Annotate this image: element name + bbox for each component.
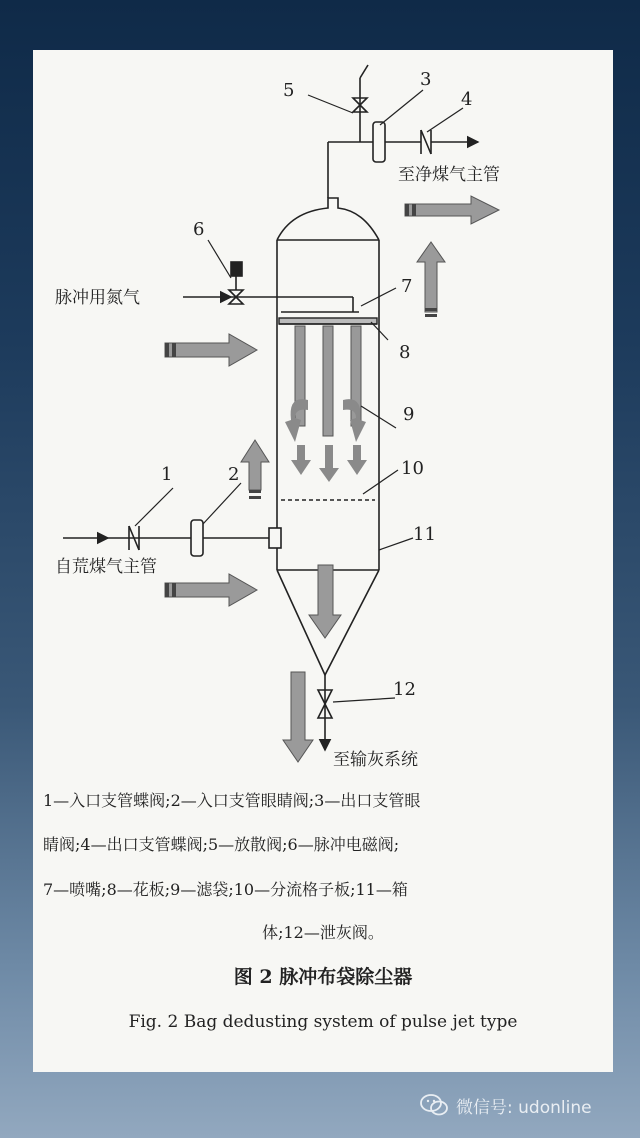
figure-title-en: Fig. 2 Bag dedusting system of pulse jet type [128,1012,518,1032]
flow-arrows [165,196,499,762]
legend-line-1: 1—入口支管蝶阀;2—入口支管眼睛阀;3—出口支管眼 [43,791,421,810]
arrow-in-lower [165,574,257,606]
wechat-watermark [420,1090,592,1120]
outlet-goggle-valve [373,122,385,162]
callout-8: 8 [399,342,411,363]
arrow-up-left [241,440,269,490]
label-nitrogen: 脉冲用氮气 [55,288,140,308]
arrow-in-upper [165,334,257,366]
callout-9: 9 [403,404,415,425]
arrow-outlet [405,196,499,224]
label-ash: 至输灰系统 [333,750,418,770]
callout-3: 3 [420,69,432,90]
callout-6: 6 [193,219,205,240]
callout-1: 1 [161,464,173,485]
bag-dedusting-diagram [33,50,613,790]
callout-4: 4 [461,89,473,110]
label-outlet: 至净煤气主管 [398,165,500,185]
callout-2: 2 [228,464,240,485]
arrow-down-left [283,672,313,762]
vessel-top [277,198,379,240]
wechat-icon [420,1093,448,1117]
callout-11: 11 [413,524,436,545]
label-inlet: 自荒煤气主管 [55,557,157,577]
figure-card [33,50,613,1072]
arrow-up-right [417,242,445,312]
legend-line-3a: 7—喷嘴;8—花板;9—滤袋;10—分流格子板;11—箱 [43,880,408,899]
inlet-nozzle [269,528,281,548]
callout-7: 7 [401,276,413,297]
callout-10: 10 [401,458,424,479]
legend-line-4: 体;12—泄灰阀。 [262,923,384,942]
wechat-id-text: 微信号: udonline [456,1097,592,1118]
tube-sheet [279,318,377,324]
arrow-down-center [309,565,341,638]
figure-title-cn: 图 2 脉冲布袋除尘器 [233,966,413,988]
vessel-dome [278,208,406,240]
legend-line-2: 睛阀;4—出口支管蝶阀;5—放散阀;6—脉冲电磁阀; [43,835,400,854]
callout-5: 5 [283,80,295,101]
legend-line-3 [33,877,613,943]
inlet-goggle-valve [191,520,203,556]
callout-12: 12 [393,679,416,700]
filter-bags [295,326,361,436]
